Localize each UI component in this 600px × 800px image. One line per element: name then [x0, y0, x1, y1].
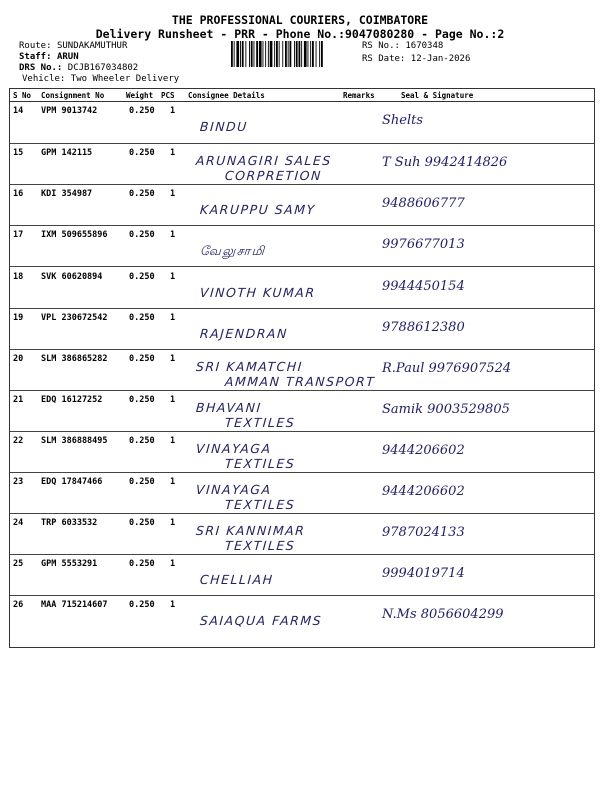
row-sno: 14: [13, 106, 24, 116]
consignee-handwriting: ARUNAGIRI SALES: [195, 153, 333, 168]
row-weight: 0.250: [129, 148, 155, 158]
row-consignment: IXM 509655896: [41, 230, 108, 240]
barcode-image: [230, 41, 355, 67]
rs-no-line: [362, 40, 470, 53]
row-pcs: 1: [170, 189, 176, 199]
row-pcs: 1: [170, 395, 176, 405]
row-weight: 0.250: [129, 313, 155, 323]
row-sno: 18: [13, 272, 24, 282]
signature-handwriting: 9444206602: [382, 443, 465, 458]
signature-handwriting: 9787024133: [382, 525, 465, 540]
row-consignment: SVK 60620894: [41, 272, 103, 282]
row-consignment: GPM 142115: [41, 148, 93, 158]
row-pcs: 1: [170, 230, 176, 240]
row-pcs: 1: [170, 148, 176, 158]
table-row: [10, 101, 594, 144]
table-row: [10, 390, 594, 432]
signature-handwriting: 9488606777: [382, 196, 465, 211]
runsheet-table: [9, 88, 595, 648]
col-seal: Seal & Signature: [401, 90, 474, 100]
staff-label: Staff:: [19, 52, 52, 62]
signature-handwriting: R.Paul 9976907524: [382, 361, 512, 376]
row-weight: 0.250: [129, 395, 155, 405]
rs-date-line: [362, 53, 470, 66]
rs-no-value: 1670348: [405, 41, 444, 51]
consignee-handwriting-line2: TEXTILES: [224, 456, 296, 471]
rs-info: [362, 40, 470, 65]
table-row: [10, 431, 594, 473]
signature-handwriting: Samik 9003529805: [382, 402, 510, 417]
staff-value: ARUN: [56, 52, 79, 62]
table-row: [10, 267, 594, 309]
consignee-handwriting: VINAYAGA: [195, 441, 273, 456]
company-name: THE PROFESSIONAL COURIERS, COIMBATORE: [171, 13, 429, 27]
row-sno: 23: [13, 477, 24, 487]
row-weight: 0.250: [129, 354, 155, 364]
table-row: [10, 349, 594, 391]
staff-line: [19, 52, 79, 64]
consignee-handwriting: வேலுசாமி: [199, 243, 267, 258]
row-weight: 0.250: [129, 559, 155, 569]
row-consignment: EDQ 17847466: [41, 477, 103, 487]
row-pcs: 1: [170, 354, 176, 364]
row-weight: 0.250: [129, 106, 155, 116]
table-row: [10, 184, 594, 226]
drs-line: [19, 63, 138, 75]
signature-handwriting: 9944450154: [382, 279, 465, 294]
consignee-handwriting: CHELLIAH: [199, 572, 275, 587]
consignee-handwriting: VINAYAGA: [195, 482, 273, 497]
row-weight: 0.250: [129, 436, 155, 446]
row-pcs: 1: [170, 518, 176, 528]
row-consignment: KDI 354987: [41, 189, 93, 199]
col-consignment: Consignment No: [41, 90, 105, 100]
drs-label: DRS No.:: [19, 63, 63, 73]
route-value: SUNDAKAMUTHUR: [56, 41, 128, 51]
row-sno: 22: [13, 436, 24, 446]
signature-handwriting: N.Ms 8056604299: [382, 607, 504, 622]
row-consignment: EDQ 16127252: [41, 395, 103, 405]
row-consignment: VPL 230672542: [41, 313, 108, 323]
row-sno: 16: [13, 189, 24, 199]
route-line: [19, 41, 127, 53]
table-row: [10, 143, 594, 185]
vehicle-value: Two Wheeler Delivery: [70, 74, 180, 84]
row-consignment: GPM 5553291: [41, 559, 98, 569]
drs-value: DCJB167034802: [67, 63, 139, 73]
table-row: [10, 554, 594, 596]
table-row: [10, 225, 594, 267]
row-pcs: 1: [170, 106, 176, 116]
col-consignee: Consignee Details: [188, 90, 265, 100]
row-consignment: SLM 386865282: [41, 354, 108, 364]
row-sno: 19: [13, 313, 24, 323]
row-sno: 17: [13, 230, 24, 240]
row-consignment: VPM 9013742: [41, 106, 98, 116]
row-pcs: 1: [170, 559, 176, 569]
consignee-handwriting: VINOTH KUMAR: [199, 285, 317, 300]
row-weight: 0.250: [129, 600, 155, 610]
signature-handwriting: 9994019714: [382, 566, 465, 581]
row-sno: 20: [13, 354, 24, 364]
row-pcs: 1: [170, 272, 176, 282]
signature-handwriting: 9788612380: [382, 320, 465, 335]
col-remarks: Remarks: [343, 90, 375, 100]
signature-handwriting: 9444206602: [382, 484, 465, 499]
consignee-handwriting-line2: TEXTILES: [224, 497, 296, 512]
row-sno: 25: [13, 559, 24, 569]
row-pcs: 1: [170, 436, 176, 446]
row-pcs: 1: [170, 600, 176, 610]
row-sno: 26: [13, 600, 24, 610]
consignee-handwriting-line2: TEXTILES: [224, 538, 296, 553]
consignee-handwriting: SRI KAMATCHI: [195, 359, 304, 374]
consignee-handwriting: RAJENDRAN: [199, 326, 289, 341]
table-row: [10, 472, 594, 514]
consignee-handwriting: SRI KANNIMAR: [195, 523, 306, 538]
table-row: [10, 595, 594, 636]
row-pcs: 1: [170, 477, 176, 487]
signature-handwriting: 9976677013: [382, 237, 465, 252]
consignee-handwriting-line2: AMMAN TRANSPORT: [224, 374, 376, 389]
vehicle-label: Vehicle:: [22, 74, 66, 84]
row-consignment: SLM 386888495: [41, 436, 108, 446]
row-sno: 15: [13, 148, 24, 158]
row-weight: 0.250: [129, 518, 155, 528]
consignee-handwriting-line2: TEXTILES: [224, 415, 296, 430]
consignee-handwriting: BINDU: [199, 119, 249, 134]
signature-handwriting: Shelts: [382, 113, 424, 128]
col-weight: Weight: [126, 90, 154, 100]
row-weight: 0.250: [129, 230, 155, 240]
table-row: [10, 513, 594, 555]
row-weight: 0.250: [129, 477, 155, 487]
rs-no-label: RS No.:: [362, 41, 400, 51]
consignee-handwriting-line2: CORPRETION: [224, 168, 323, 183]
row-consignment: TRP 6033532: [41, 518, 98, 528]
rs-date-value: 12-Jan-2026: [410, 53, 471, 64]
consignee-handwriting: BHAVANI: [195, 400, 263, 415]
row-weight: 0.250: [129, 189, 155, 199]
row-sno: 21: [13, 395, 24, 405]
row-sno: 24: [13, 518, 24, 528]
row-weight: 0.250: [129, 272, 155, 282]
consignee-handwriting: SAIAQUA FARMS: [199, 613, 323, 628]
route-label: Route:: [19, 41, 52, 51]
col-sno: S No: [13, 90, 32, 100]
row-consignment: MAA 715214607: [41, 600, 108, 610]
row-pcs: 1: [170, 313, 176, 323]
runsheet-title: Delivery Runsheet - PRR - Phone No.:9047080280 - Page No.:2: [95, 27, 505, 41]
col-pcs: PCS: [161, 90, 175, 100]
consignee-handwriting: KARUPPU SAMY: [199, 202, 317, 217]
vehicle-line: [22, 74, 179, 86]
signature-handwriting: T Suh 9942414826: [382, 155, 508, 170]
table-row: [10, 308, 594, 350]
rs-date-label: RS Date:: [362, 53, 406, 64]
